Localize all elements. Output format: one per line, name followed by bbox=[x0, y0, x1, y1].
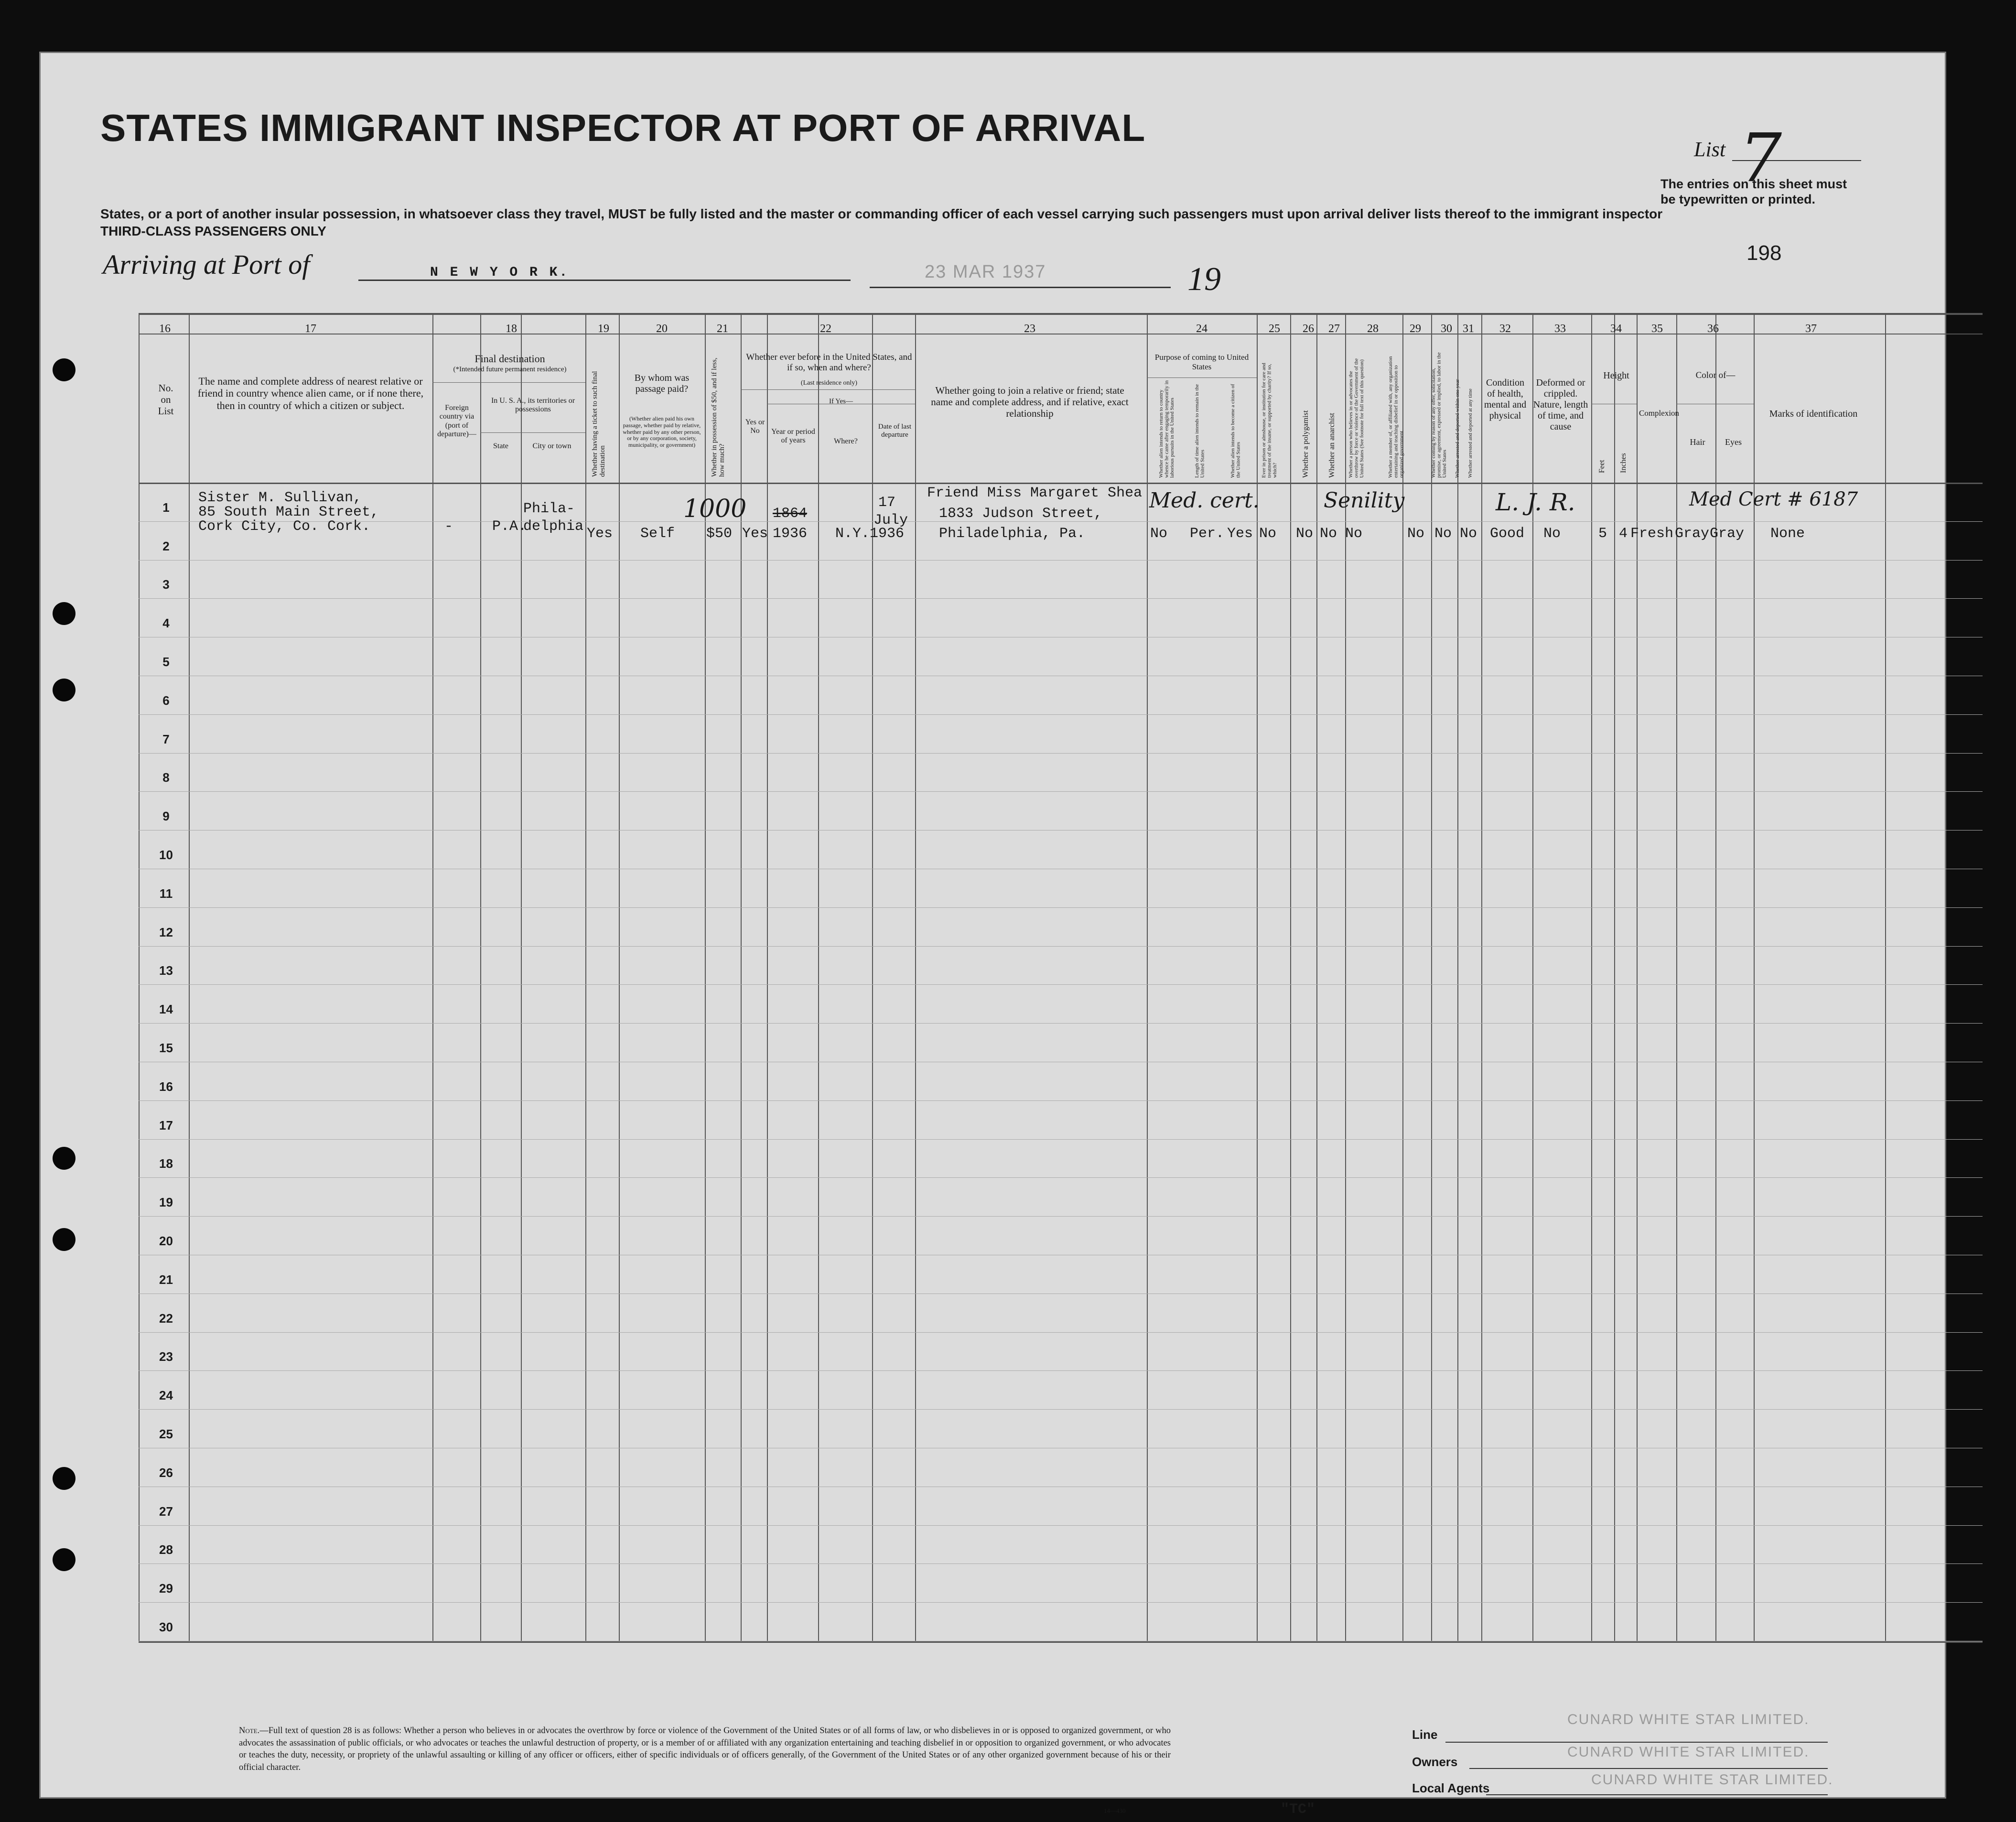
row-number: 13 bbox=[159, 963, 173, 978]
page-title: STATES IMMIGRANT INSPECTOR AT PORT OF ARRIVAL bbox=[100, 107, 1146, 149]
struck-year: 1864 bbox=[773, 506, 808, 522]
passage-paid-value: Self bbox=[640, 526, 675, 542]
column-number: 27 bbox=[1328, 323, 1340, 335]
row-number: 10 bbox=[159, 848, 173, 862]
row-number: 14 bbox=[159, 1002, 173, 1016]
header-year-period: Year or period of years bbox=[771, 428, 815, 445]
header-if-yes: If Yes— bbox=[829, 398, 853, 405]
column-rule bbox=[480, 313, 481, 1641]
row-number: 22 bbox=[159, 1311, 173, 1326]
row-number: 4 bbox=[162, 616, 170, 630]
row-rule bbox=[139, 946, 1983, 947]
row-rule bbox=[139, 714, 1983, 715]
row-number: 25 bbox=[159, 1427, 173, 1441]
relative-city: Cork City, Co. Cork. bbox=[198, 518, 371, 535]
footnote-text: —Full text of question 28 is as follows: Whether a person who believes in or advocates the overthrow by force or violence of the Government of the United States or of all forms of law, or who disbelieves in or is opposed to organized government, or who advocates the assassination of public officials, or who advocates or teaches the unlawful destruction of property, or is a member of or affiliated with any organization entertaining and teaching disbelief in or opposition to organized government, or who advocates or teaches the duty, necessity, or propriety of the unlawful assaulting or killing of any officer or officers, either of specific individuals or of officers generally, of the Government of the United States or of any other organized government because of his or their official character. bbox=[239, 1726, 1171, 1772]
column-number: 31 bbox=[1463, 323, 1474, 335]
purpose-citizen-value: Yes bbox=[1227, 526, 1253, 542]
row-number: 5 bbox=[162, 655, 170, 669]
list-note: be typewritten or printed. bbox=[1660, 192, 1816, 206]
column-rule bbox=[1290, 313, 1291, 1641]
column-rule bbox=[521, 313, 522, 1641]
prison-value: No bbox=[1259, 526, 1277, 542]
header-ever-before: Whether ever before in the United States, and if so, when and where? bbox=[746, 352, 912, 373]
header-q29: Whether a member of, or affiliated with, any organization entertaining and teaching disbelief in or opposition to organized government bbox=[1388, 356, 1405, 478]
row-rule bbox=[139, 1177, 1983, 1178]
arriving-label: Arriving at Port of bbox=[103, 249, 310, 280]
row-rule bbox=[139, 791, 1983, 792]
column-rule bbox=[1316, 313, 1317, 1641]
row-rule bbox=[139, 1525, 1983, 1526]
header-q31: Whether arrested and deported within one year bbox=[1455, 379, 1460, 478]
row-number: 11 bbox=[159, 886, 173, 901]
header-eyes: Eyes bbox=[1725, 437, 1742, 447]
owners-label: Owners bbox=[1412, 1755, 1458, 1769]
column-number: 32 bbox=[1499, 323, 1511, 335]
polygamist-value: No bbox=[1296, 526, 1314, 542]
header-date-departure: Date of last departure bbox=[878, 423, 912, 439]
money-value: $50 bbox=[706, 526, 733, 542]
line-fill-line bbox=[1445, 1742, 1828, 1743]
column-rule bbox=[1591, 313, 1592, 1641]
binder-hole bbox=[53, 1147, 75, 1170]
row-number: 18 bbox=[159, 1156, 173, 1171]
row-rule bbox=[139, 1563, 1983, 1564]
row-number: 7 bbox=[162, 732, 170, 746]
row-number: 1 bbox=[162, 500, 170, 515]
header-marks: Marks of identification bbox=[1769, 409, 1858, 419]
header-passage-note: (Whether alien paid his own passage, whether paid by relative, whether paid by any other person, or by any corporation, society, municipality, or government) bbox=[623, 415, 701, 449]
header-final-destination: Final destination bbox=[474, 353, 545, 365]
before-year-value: 1936 bbox=[773, 526, 808, 542]
header-nearest-relative: The name and complete address of nearest relative or friend in country whence alien came, or if none there, then in country of which a citizen or subject. bbox=[197, 375, 424, 411]
header-purpose-return: Whether alien intends to return to country whence he came after engaging temporarily in laborious pursuits in the United States bbox=[1158, 380, 1175, 478]
q28-value: No bbox=[1345, 526, 1363, 542]
row-rule bbox=[139, 1409, 1983, 1410]
line-stamp: CUNARD WHITE STAR LIMITED. bbox=[1567, 1712, 1810, 1727]
departure-day: 17 bbox=[878, 495, 896, 511]
column-number: 37 bbox=[1805, 323, 1817, 335]
anarchist-value: No bbox=[1320, 526, 1337, 542]
header-possession-50: Whether in possession of $50, and if less, how much? bbox=[711, 357, 726, 477]
column-rule bbox=[1676, 313, 1677, 1641]
column-rule bbox=[1431, 313, 1432, 1641]
purpose-return-value: No bbox=[1150, 526, 1168, 542]
row-rule bbox=[139, 560, 1983, 561]
row-rule bbox=[139, 1139, 1983, 1140]
destination-city: Phila- bbox=[523, 501, 575, 517]
row-number: 23 bbox=[159, 1349, 173, 1364]
date-fill-line bbox=[870, 287, 1171, 288]
column-number: 30 bbox=[1441, 323, 1452, 335]
agents-fill-line bbox=[1486, 1794, 1828, 1795]
column-number: 22 bbox=[820, 323, 831, 335]
row-rule bbox=[139, 1332, 1983, 1333]
binder-hole bbox=[53, 679, 75, 701]
row-number: 6 bbox=[162, 693, 170, 708]
column-number: 25 bbox=[1269, 323, 1280, 335]
column-number: 24 bbox=[1196, 323, 1207, 335]
port-value: N E W Y O R K. bbox=[430, 265, 570, 280]
column-rule bbox=[1614, 313, 1615, 1641]
header-passage-paid: By whom was passage paid? bbox=[634, 373, 690, 394]
column-rule bbox=[1754, 313, 1755, 1641]
column-number: 21 bbox=[717, 323, 728, 335]
header-foreign-country: Foreign country via (port of departure)— bbox=[437, 404, 476, 439]
row-rule bbox=[139, 1602, 1983, 1603]
header-purpose-citizen: Whether alien intends to become a citizen of the United States bbox=[1230, 384, 1241, 478]
column-number: 35 bbox=[1651, 323, 1663, 335]
column-number: 34 bbox=[1610, 323, 1622, 335]
column-number: 20 bbox=[656, 323, 668, 335]
row-rule bbox=[139, 907, 1983, 908]
column-rule bbox=[1481, 313, 1482, 1641]
marks-value: None bbox=[1770, 526, 1805, 542]
foreign-country-value: - bbox=[444, 518, 453, 535]
hair-value: Gray bbox=[1675, 526, 1710, 542]
line-label: Line bbox=[1412, 1727, 1438, 1742]
column-number: 17 bbox=[305, 323, 316, 335]
class-note: THIRD-CLASS PASSENGERS ONLY bbox=[100, 224, 326, 238]
binder-hole bbox=[53, 358, 75, 381]
column-number: 23 bbox=[1024, 323, 1035, 335]
header-last-residence: (Last residence only) bbox=[800, 379, 858, 387]
row-number: 3 bbox=[162, 577, 170, 592]
handwritten-initials: L. J. R. bbox=[1496, 488, 1575, 516]
row-number: 24 bbox=[159, 1388, 173, 1402]
header-in-usa: In U. S. A., its territories or possessions bbox=[491, 397, 575, 414]
row-rule bbox=[139, 598, 1983, 599]
header-q30: Whether coming by reason of any offer, solicitation, promise, or agreement, expressed or implied, to labor in the United States bbox=[1431, 352, 1448, 478]
departure-month: July bbox=[873, 512, 908, 528]
list-label: List bbox=[1694, 138, 1726, 161]
header-feet: Feet bbox=[1598, 460, 1606, 473]
column-rule bbox=[915, 313, 916, 1641]
header-bottom-rule bbox=[139, 483, 1983, 484]
column-rule bbox=[767, 313, 768, 1641]
column-number: 19 bbox=[598, 323, 609, 335]
agents-stamp: CUNARD WHITE STAR LIMITED. bbox=[1591, 1772, 1833, 1788]
q31-value: No bbox=[1460, 526, 1477, 542]
row-number: 9 bbox=[162, 809, 170, 823]
list-note: The entries on this sheet must bbox=[1660, 177, 1847, 191]
header-anarchist: Whether an anarchist bbox=[1328, 413, 1336, 478]
footnote bbox=[239, 1725, 1171, 1774]
column-rule bbox=[1715, 313, 1716, 1641]
binder-hole bbox=[53, 1467, 75, 1490]
destination-city: delphia bbox=[523, 518, 584, 535]
header-q28: Whether a person who believes in or advocates the overthrow by force or violence of the Government of the United States (See footnote for full text of this question) bbox=[1348, 358, 1365, 478]
header-ticket: Whether having a ticket to such final destination bbox=[591, 371, 606, 477]
header-state: State bbox=[493, 442, 508, 450]
handwritten-senility: Senility bbox=[1324, 488, 1405, 513]
header-deformed: Deformed or crippled. Nature, length of time, and cause bbox=[1533, 377, 1588, 432]
header-hair: Hair bbox=[1690, 437, 1705, 447]
row-number: 16 bbox=[159, 1079, 173, 1094]
column-number: 26 bbox=[1303, 323, 1314, 335]
joining-name: Friend Miss Margaret Shea bbox=[927, 485, 1143, 501]
tc-mark: "TC" bbox=[1281, 1801, 1315, 1818]
column-rule bbox=[585, 313, 586, 1641]
health-value: Good bbox=[1490, 526, 1525, 542]
column-rule bbox=[872, 313, 873, 1641]
money-handwritten: 1000 bbox=[683, 495, 747, 523]
date-stamp: 23 MAR 1937 bbox=[925, 262, 1046, 282]
binder-hole bbox=[53, 1548, 75, 1571]
q30-value: No bbox=[1434, 526, 1452, 542]
header-inches: Inches bbox=[1619, 453, 1628, 473]
relative-street: 85 South Main Street, bbox=[198, 504, 379, 520]
column-rule bbox=[1147, 313, 1148, 1641]
column-rule bbox=[1885, 313, 1886, 1641]
complexion-value: Fresh bbox=[1630, 526, 1674, 542]
row-rule bbox=[139, 984, 1983, 985]
height-feet-value: 5 bbox=[1598, 526, 1607, 542]
header-purpose: Purpose of coming to United States bbox=[1154, 353, 1249, 371]
header-joining-relative: Whether going to join a relative or friend; state name and complete address, and if relative, exact relationship bbox=[931, 385, 1129, 420]
subheader-rule bbox=[432, 382, 585, 383]
subheader-rule bbox=[741, 389, 915, 390]
column-rule bbox=[619, 313, 620, 1641]
deformed-value: No bbox=[1543, 526, 1561, 542]
column-rule bbox=[189, 313, 190, 1641]
row-rule bbox=[139, 753, 1983, 754]
joining-city: Philadelphia, Pa. bbox=[939, 526, 1086, 542]
row-rule bbox=[139, 1100, 1983, 1101]
row-rule bbox=[139, 1370, 1983, 1371]
row-number: 28 bbox=[159, 1542, 173, 1557]
before-where-value: N.Y. bbox=[835, 526, 870, 542]
row-number: 15 bbox=[159, 1041, 173, 1055]
header-prison: Ever in prison or almshouse, or institution for care and treatment of the insane, or supported by charity? If so, which? bbox=[1261, 363, 1278, 478]
column-rule bbox=[432, 313, 433, 1641]
row-rule bbox=[139, 1216, 1983, 1217]
binder-hole bbox=[53, 1228, 75, 1251]
header-where: Where? bbox=[834, 437, 858, 445]
column-rule bbox=[139, 313, 140, 1641]
owners-fill-line bbox=[1469, 1768, 1828, 1769]
header-city: City or town bbox=[532, 442, 571, 450]
header-q31b: Whether arrested and deported at any time bbox=[1467, 388, 1473, 478]
header-height: Height bbox=[1603, 370, 1629, 381]
column-number: 18 bbox=[506, 323, 517, 335]
page-year: 198 bbox=[1746, 241, 1782, 265]
table-top-rule bbox=[139, 313, 1983, 315]
row-number: 2 bbox=[162, 539, 170, 553]
column-rule bbox=[818, 313, 819, 1641]
row-number: 30 bbox=[159, 1620, 173, 1634]
header-condition: Condition of health, mental and physical bbox=[1484, 377, 1527, 421]
destination-state: P.A. bbox=[492, 518, 527, 535]
handwritten-cert-number: Med Cert # 6187 bbox=[1689, 488, 1858, 510]
row-number: 20 bbox=[159, 1234, 173, 1248]
column-number: 36 bbox=[1707, 323, 1719, 335]
subheader-rule bbox=[480, 432, 585, 433]
row-number: 19 bbox=[159, 1195, 173, 1209]
header-complexion: Complexion bbox=[1639, 409, 1680, 418]
row-number: 27 bbox=[159, 1504, 173, 1519]
joining-street: 1833 Judson Street, bbox=[939, 506, 1103, 522]
footnote-label: Note. bbox=[239, 1726, 260, 1736]
agents-label: Local Agents bbox=[1412, 1781, 1490, 1795]
instruction-line: States, or a port of another insular possession, in whatsoever class they travel, MUST be fully listed and the master or commanding officer of each vessel carrying such passengers must upon arrival deliver lists thereof to the immigrant inspector bbox=[100, 206, 1663, 221]
row-number: 8 bbox=[162, 770, 170, 785]
header-yes-no: Yes or No bbox=[745, 418, 765, 435]
eyes-value: Gray bbox=[1710, 526, 1745, 542]
header-color-of: Color of— bbox=[1695, 370, 1736, 380]
header-purpose-length: Length of time alien intends to remain in the United States bbox=[1194, 384, 1206, 478]
relative-name: Sister M. Sullivan, bbox=[198, 490, 362, 506]
header-final-destination-note: (*Intended future permanent residence) bbox=[453, 366, 567, 373]
row-number: 26 bbox=[159, 1466, 173, 1480]
header-polygamist: Whether a polygamist bbox=[1302, 410, 1310, 478]
row-number: 12 bbox=[159, 925, 173, 939]
departure-year: 1936 bbox=[870, 526, 905, 542]
table-bottom-rule bbox=[139, 1641, 1983, 1643]
column-number: 28 bbox=[1367, 323, 1379, 335]
list-number: 7 bbox=[1739, 119, 1782, 197]
column-number: 33 bbox=[1554, 323, 1566, 335]
ticket-value: Yes bbox=[587, 526, 613, 542]
form-number: 14—430 bbox=[1104, 1807, 1126, 1814]
row-number: 21 bbox=[159, 1272, 173, 1287]
height-inches-value: 4 bbox=[1619, 526, 1628, 542]
row-rule bbox=[139, 1023, 1983, 1024]
year-prefix: 19 bbox=[1187, 261, 1221, 298]
binder-hole bbox=[53, 602, 75, 625]
column-rule bbox=[1637, 313, 1638, 1641]
before-yes-value: Yes bbox=[742, 526, 768, 542]
column-number: 16 bbox=[159, 323, 171, 335]
purpose-length-value: Per. bbox=[1190, 526, 1225, 542]
subheader-rule bbox=[1147, 377, 1257, 378]
row-number: 17 bbox=[159, 1118, 173, 1132]
header-no-on-list: No. on List bbox=[158, 382, 174, 417]
column-rule bbox=[1457, 313, 1458, 1641]
q29-value: No bbox=[1407, 526, 1425, 542]
row-number: 29 bbox=[159, 1581, 173, 1596]
handwritten-med-cert: Med. cert. bbox=[1149, 488, 1260, 513]
owners-stamp: CUNARD WHITE STAR LIMITED. bbox=[1567, 1744, 1810, 1760]
column-number: 29 bbox=[1410, 323, 1421, 335]
